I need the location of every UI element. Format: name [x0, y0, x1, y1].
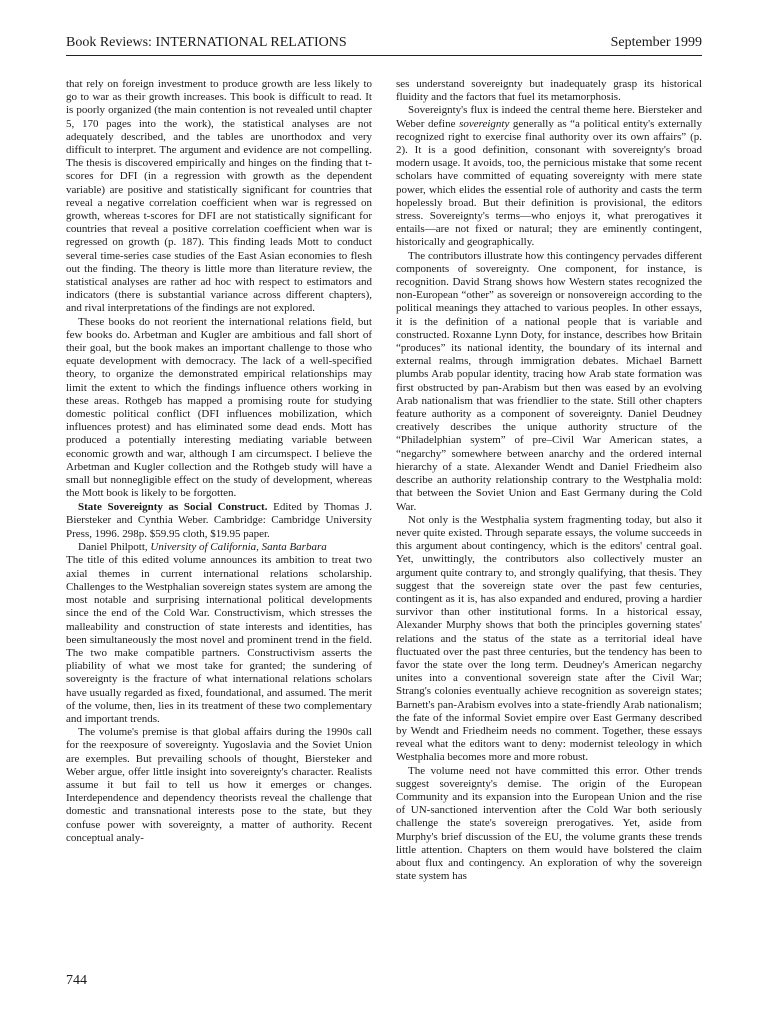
section-title: Book Reviews: INTERNATIONAL RELATIONS [66, 35, 347, 50]
body-paragraph: The volume need not have committed this error. Other trends suggest sovereignty's demise. The origin of the European Community and its expansion into the European Union and the rise of UN-sanctioned intervention after the Cold War both seriously challenge the state's sovereign prerogatives. Yet, aside from Murphy's brief discussion of the EU, the volume grants these trends little attention. Chapters on them would have bolstered the claim about flux and contingency. An exploration of why the sovereign state system has [396, 764, 702, 883]
book-details: Edited by Thomas J. Biersteker and Cynthia Weber. Cambridge: Cambridge University Press, 1996. 298p. $59.95 cloth, $19.95 paper. [66, 500, 372, 540]
emphasized-term: sovereignty [459, 117, 510, 130]
text-run: Sovereignty's flux is indeed the central theme here. Biersteker and Weber define [396, 104, 702, 130]
reviewer-affiliation: University of California, Santa Barbara [150, 541, 327, 554]
body-paragraph: These books do not reorient the international relations field, but few books do. Arbetman and Kugler are ambitious and fall short of their goal, but the book makes an important challenge to those who equate development with democracy. The lack of a well-specified theory, to organize the demonstrated empirical relationships may limit the extent to which the findings influence others working in these areas. Rothgeb has mapped a promising route for studying domestic political conflict (DFI influences mobilization, which influences protest) and has eliminated some dead ends. Mott has produced a potentially interesting mediating variable between economic growth and war, although I am circumspect. I believe the Arbetman and Kugler collection and the Rothgeb study will have a small but nonnegligible effect on the study of development, whereas the Mott book is likely to be forgotten. [66, 315, 372, 500]
text-run: generally as “a political entity's externally recognized right to exercise final authority over its own affairs” (p. 2). It is a good definition, consonant with sovereignty's broad modern usage. It avoids, too, the pernicious mistake that some recent scholars have committed of equating sovereignty with mere state power, which elides the essential role of authority and casts the term hopelessly broad. But their definition is provisional, the editors stress. Sovereignty's terms—who enjoys it, what prerogatives it entails—are not fixed or natural; they are eminently contingent, historically and geographically. [396, 117, 702, 249]
body-paragraph: The volume's premise is that global affairs during the 1990s call for the reexposure of sovereignty. Yugoslavia and the Soviet Union are exemples. But prevailing schools of thought, Biersteker and Weber argue, offer little insight into sovereignty's character. Realists assume it but fail to tell us how it emerges or changes. Interdependence and dependency theorists reveal the challenge that domestic and transnational interests pose to the state, but they confuse power with sovereignty, a matter of authority. Recent conceptual analy- [66, 726, 372, 844]
body-paragraph: ses understand sovereignty but inadequately grasp its historical fluidity and the factors that fuel its metamorphosis. [396, 78, 702, 104]
right-column [396, 78, 702, 978]
issue-date: September 1999 [610, 35, 702, 50]
book-title: State Sovereignty as Social Construct. [78, 500, 268, 513]
body-paragraph: that rely on foreign investment to produce growth are less likely to go to war as their growth increases. This book is difficult to read. It is poorly organized (the main contention is not revealed until chapter 5, 170 pages into the work), the statistical analyses are not adequately described, and the tables are unorthodox and very difficult to interpret. The argument and evidence are not compelling. The thesis is discovered empirically and hinges on the finding that t-scores for DFI (in a regression with growth as the dependent variable) are positive and statistically significant for countries that reveal a negative correlation coefficient when war is regressed on growth, whereas t-scores for DFI are not statistically significant for countries that reveal a positive correlation coefficient when war is regressed on growth (p. 187). This finding leads Mott to conduct several time-series case studies of the East Asian economies to flesh out the finding. The theory is little more than literature review, the statistical analyses are rather ad hoc with respect to estimators and indicators (there is substantial variance across different chapters), and rival interpretations of the findings are not explored. [66, 78, 372, 315]
body-paragraph: The title of this edited volume announces its ambition to treat two axial themes in current international relations scholarship. Challenges to the Westphalian sovereign states system are among the most notable and surprising international political developments since the end of the Cold War. Constructivism, which stresses the malleability and construction of state interests and identities, has been simultaneously the most novel and prominent trend in the field. The two make compatible partners. Constructivism asserts the pliability of what we most take for granted; the sundering of sovereignty is the fracture of what international relations scholars have usually regarded as fixed, foundational, and assumed. The merit of the volume, then, lies in its treatment of these two complementary and important trends. [66, 554, 372, 725]
running-header [66, 33, 702, 56]
body-paragraph [396, 104, 702, 249]
page-number: 744 [66, 973, 87, 988]
left-column [66, 78, 372, 978]
review-citation [66, 501, 372, 542]
reviewer-name: Daniel Philpott, [78, 541, 148, 554]
reviewer-line [66, 541, 372, 554]
body-paragraph: The contributors illustrate how this contingency pervades different components of sovereignty. One component, for instance, is recognition. David Strang shows how Western states recognized the non-European “other” as sovereign or nonsovereign according to the political meanings they attached to various peoples. In other essays, it is the definition of a national people that is variable and constructed. Roxanne Lynn Doty, for instance, describes how Britain “produces” its national identity, the boundary of its internal and external realms, through immigration debates. Michael Barnett plumbs Arab popular identity, tracing how Arab state formation was first obstructed by pan-Arabism but then was eased by an evolving Arab nationalism that was friendlier to the state. Still other chapters feature authority as a component of sovereignty. Daniel Deudney creatively describes the unique authority structure of the “Philadelphian system” of pre–Civil War American states, a “negarchy” somewhere between anarchy and the ordered internal hierarchy of a state. Alexander Wendt and Daniel Friedheim also describe an authority relationship contrary to the Westphalia mold: that between the Soviet Union and East Germany during the Cold War. [396, 249, 702, 513]
body-paragraph: Not only is the Westphalia system fragmenting today, but also it never quite existed. Through separate essays, the volume succeeds in this argument about contingency, which is the editors' central goal. Yet, unwittingly, the contributors also collectively muster an argument quite contrary to, and strongly qualifying, that thesis. They suggest that the sovereign state over the past few centuries, contingent as it is, has also expanded and endured, proving a hardier survivor than other institutional forms. In a historical essay, Alexander Murphy shows that both the principles governing states' relations and the status of the state as a territorial ideal have fluctuated over the past three centuries, but the tendency has been to favor the state over the long term. Deudney's American negarchy unites into a conventional sovereign state after the Civil War; Strang's colonies eventually achieve recognition as sovereign states; Barnett's pan-Arabism evolves into a state-friendly Arab nationalism; the fate of the informal Soviet empire over East Germany described by Wendt and Friedheim needs no comment. Together, these essays reveal what the editors want to deny: modernist teleology in which Westphalia becomes more and more robust. [396, 513, 702, 764]
